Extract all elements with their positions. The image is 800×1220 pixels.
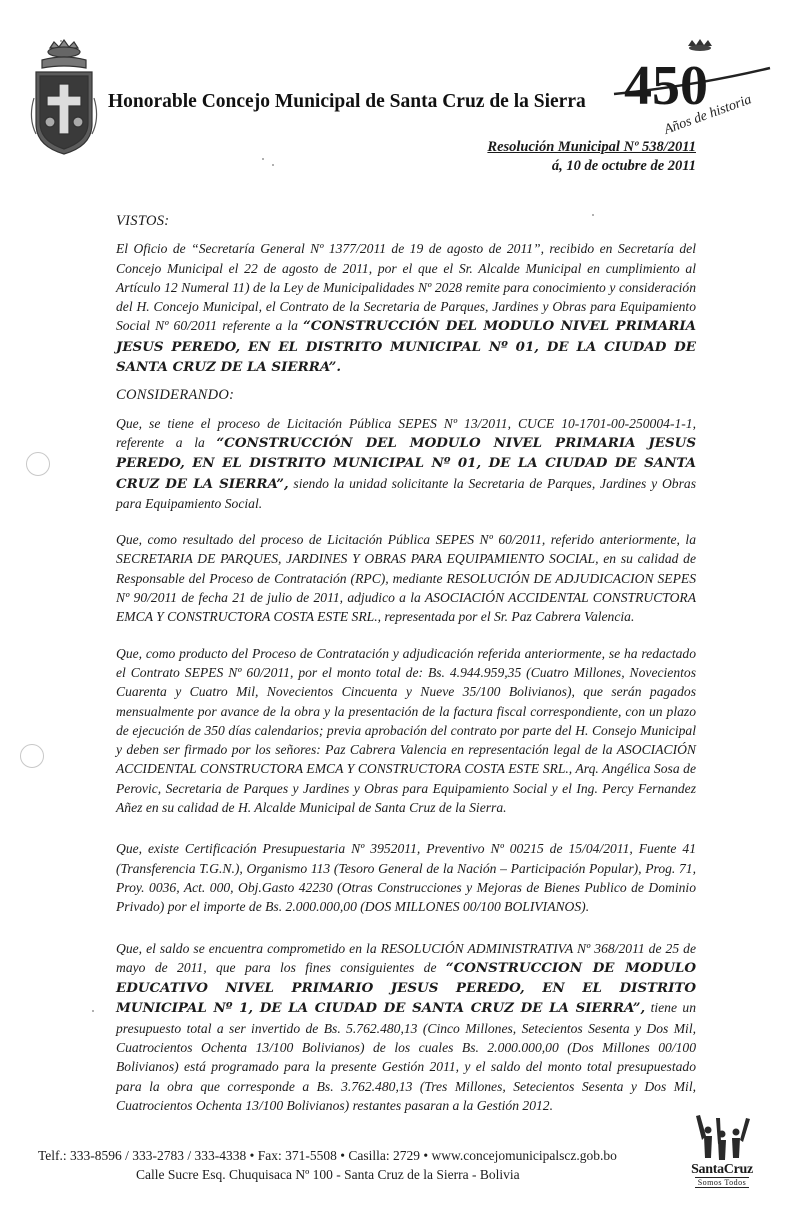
footer-address-line: Calle Sucre Esq. Chuquisaca Nº 100 - Santa Cruz de la Sierra - Bolivia (136, 1167, 520, 1182)
p5-text-after: tiene un presupuesto total a ser invertido de Bs. 5.762.480,13 (Cinco Millones, Setecientos Sesenta y Dos Mil, Cuatrocientos Ochenta 13/100 Bolivianos) de los cuales Bs. 2.000.000,00 (Dos Millones 00/100 Bolivianos) está programado para la presente Gestión 2011, y el saldo del monto total presupuestado para la obra que corresponde a Bs. 3.762.480,13 (Tres Millones, Setecientos Sesenta y Dos Mil, Cuatrocientos Ochenta 13/100 Bolivianos) restantes pasaran a la Gestión 2012. (116, 1000, 696, 1113)
santa-cruz-logo-text: SantaCruz (691, 1162, 753, 1177)
considerando-heading: CONSIDERANDO: (116, 387, 235, 404)
council-title: Honorable Concejo Municipal de Santa Cruz de la Sierra (108, 91, 586, 112)
p5-text-before: Que, el saldo se encuentra comprometido en la RESOLUCIÓN ADMINISTRATIVA Nº 368/2011 de 25 de mayo de 2011, que para los fines consiguientes de (116, 940, 696, 975)
p1-bold-text: “CONSTRUCCIÓN DEL MODULO NIVEL PRIMARIA JESUS PEREDO, EN EL DISTRITO MUNICIPAL Nº 01, DE LA CIUDAD DE SANTA CRUZ DE LA SIERRA”, (116, 434, 696, 492)
vistos-heading: VISTOS: (116, 213, 170, 229)
scan-speck (272, 164, 274, 166)
considerando-paragraph-4: Que, existe Certificación Presupuestaria Nº 3952011, Preventivo Nº 00215 de 15/04/2011, Fuente 41 (Transferencia T.G.N.), Organismo 113 (Tesoro General de la Nación – Participación Popular), Prog. 71, Proy. 0036, Act. 000, Obj.Gasto 42230 (Otras Construcciones y Mejoras de Bienes Publico de Dominio Privado) por el importe de Bs. 2.000.000,00 (DOS MILLONES 00/100 BOLIVIANOS). (116, 841, 696, 915)
anniversary-450-logo-icon (604, 38, 776, 148)
resolution-number: Resolución Municipal Nº 538/2011 (487, 139, 696, 155)
scan-speck (92, 1010, 94, 1012)
santa-cruz-slogan (682, 1178, 762, 1187)
vistos-paragraph (116, 239, 696, 377)
slogan-text: Somos Todos (695, 1177, 750, 1188)
scan-speck (262, 158, 264, 160)
scan-speck (60, 40, 62, 42)
p1-text-before: Que, se tiene el proceso de Licitación Pública SEPES Nº 13/2011, CUCE 10-1701-00-250004-1-1, referente a la (116, 415, 696, 450)
vistos-text: El Oficio de “Secretaría General Nº 1377/2011 de 19 de agosto de 2011”, recibido en Secretaría del Concejo Municipal el 22 de agosto de 2011, por el que el Sr. Alcalde Municipal en cumplimiento al Artículo 12 Numeral 11) de la Ley de Municipalidades Nº 2028 remite para conocimiento y consideración del H. Concejo Municipal, el Contrato de la Secretaria de Parques, Jardines y Obras para Equipamiento Social Nº 60/2011 referente a la (116, 241, 696, 334)
considerando-paragraph-3: Que, como producto del Proceso de Contratación y adjudicación referida anteriormente, se ha redactado el Contrato SEPES Nº 60/2011, por el monto total de: Bs. 4.944.959,35 (Cuatro Millones, Novecientos Cuarenta y Cuatro Mil, Novecientos Cincuenta y Nueve 35/100 Bolivianos), que serán pagados mensualmente por avance de la obra y la presentación de la factura fiscal correspondiente, con un plazo de ejecución de 350 días calendarios; previa aprobación del contrato por parte del H. Consejo Municipal y deben ser firmado por los señores: Paz Cabrera Valencia en representación legal de la ASOCIACIÓN ACCIDENTAL CONSTRUCTORA EMCA Y CONSTRUCTORA COSTA ESTE SRL., Arq. Angélica Sosa de Perovic, Secretaria de Parques y Jardines y Obras para Equipamiento Social y el Ing. Percy Fernandez Añez en su calidad de H. Alcalde Municipal de Santa Cruz de la Sierra. (116, 645, 696, 816)
coat-of-arms-icon (28, 38, 100, 156)
punch-hole (20, 744, 44, 768)
footer (38, 1146, 678, 1184)
considerando-paragraph-2: Que, como resultado del proceso de Licitación Pública SEPES Nº 60/2011, referido anteriormente, la SECRETARIA DE PARQUES, JARDINES Y OBRAS PARA EQUIPAMIENTO SOCIAL, en su calidad de Responsable del Proceso de Contratación (RPC), mediante RESOLUCIÓN DE ADJUDICACION SEPES Nº 90/2011 de fecha 21 de julio de 2011, adjudico a la ASOCIACIÓN ACCIDENTAL CONSTRUCTORA EMCA Y CONSTRUCTORA COSTA ESTE SRL., representada por el Sr. Paz Cabrera Valencia. (116, 532, 696, 625)
scan-speck (592, 214, 594, 216)
anniversary-number: 450 (624, 55, 708, 117)
considerando-paragraph-1 (116, 414, 696, 513)
punch-hole (26, 452, 50, 476)
footer-contact-line: Telf.: 333-8596 / 333-2783 / 333-4338 • Fax: 371-5508 • Casilla: 2729 • www.concejomunicipalscz.gob.bo (38, 1148, 617, 1163)
resolution-date: á, 10 de octubre de 2011 (551, 158, 696, 174)
resolution-header (487, 138, 696, 176)
anniversary-caption: Años de historia (662, 92, 754, 138)
p5-bold-text: “CONSTRUCCION DE MODULO EDUCATIVO NIVEL PRIMARIO JESUS PEREDO, EN EL DISTRITO MUNICIPAL Nº 1, DE LA CIUDAD DE SANTA CRUZ DE LA SIERRA”, (116, 959, 697, 1017)
considerando-paragraph-5 (116, 939, 696, 1116)
document-body (116, 212, 696, 1132)
p1-text-after: siendo la unidad solicitante la Secretaria de Parques, Jardines y Obras para Equipamiento Social. (116, 475, 696, 511)
vistos-bold-text: “CONSTRUCCIÓN DEL MODULO NIVEL PRIMARIA JESUS PEREDO, EN EL DISTRITO MUNICIPAL Nº 01, DE LA CIUDAD DE SANTA CRUZ DE LA SIERRA”. (116, 318, 696, 376)
